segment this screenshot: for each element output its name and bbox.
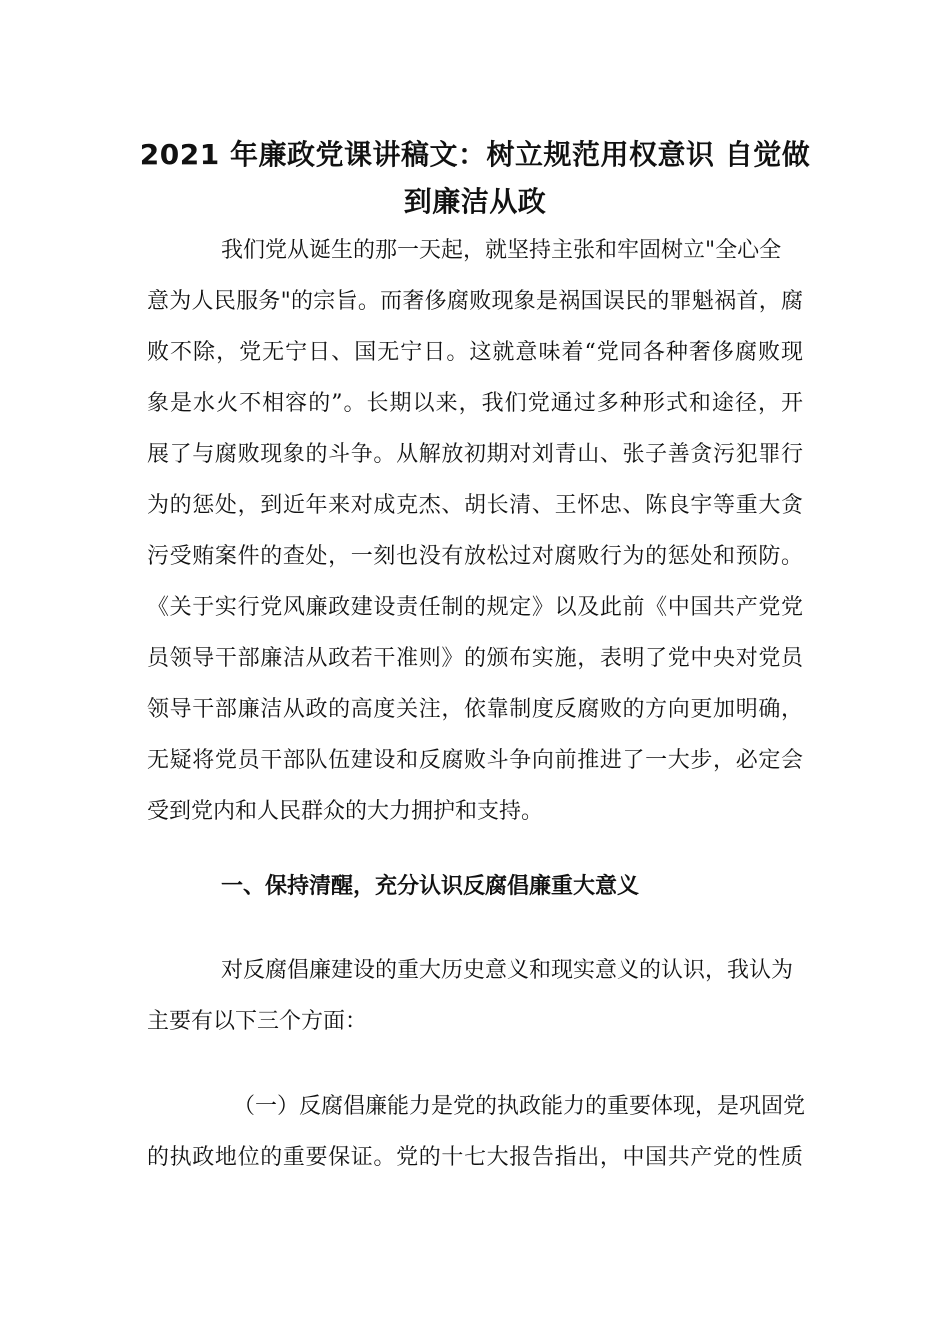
- section-1-heading: 一、保持清醒，充分认识反腐倡廉重大意义: [221, 874, 640, 899]
- intro-paragraph-line: 我们党从诞生的那一天起，就坚持主张和牢固树立"全心全: [221, 238, 782, 263]
- intro-paragraph-line: 领导干部廉洁从政的高度关注，依靠制度反腐败的方向更加明确，: [147, 697, 803, 722]
- intro-paragraph-line: 展了与腐败现象的斗争。从解放初期对刘青山、张子善贪污犯罪行: [147, 442, 803, 467]
- point-1-paragraph-line: 的执政地位的重要保证。党的十七大报告指出，中国共产党的性质: [147, 1145, 803, 1170]
- intro-paragraph-line: 受到党内和人民群众的大力拥护和支持。: [147, 799, 544, 824]
- intro-paragraph-line: 污受贿案件的查处，一刻也没有放松过对腐败行为的惩处和预防。: [147, 544, 803, 569]
- section-1-paragraph-line: 对反腐倡廉建设的重大历史意义和现实意义的认识，我认为: [221, 958, 794, 983]
- section-1-paragraph-line: 主要有以下三个方面：: [147, 1009, 368, 1034]
- intro-paragraph-line: 意为人民服务"的宗旨。而奢侈腐败现象是祸国误民的罪魁祸首，腐: [147, 289, 803, 314]
- intro-paragraph-line: 象是水火不相容的”。长期以来，我们党通过多种形式和途径，开: [147, 391, 803, 416]
- document-title-line-1: 2021 年廉政党课讲稿文：树立规范用权意识 自觉做: [139, 138, 811, 171]
- point-1-paragraph-line: （一）反腐倡廉能力是党的执政能力的重要体现，是巩固党: [233, 1094, 806, 1119]
- intro-paragraph-line: 败不除，党无宁日、国无宁日。这就意味着“党同各种奢侈腐败现: [147, 340, 803, 365]
- document-title-line-2: 到廉洁从政: [403, 185, 547, 218]
- intro-paragraph-line: 无疑将党员干部队伍建设和反腐败斗争向前推进了一大步，必定会: [147, 748, 803, 773]
- intro-paragraph-line: 《关于实行党风廉政建设责任制的规定》以及此前《中国共产党党: [147, 595, 803, 620]
- intro-paragraph-line: 为的惩处，到近年来对成克杰、胡长清、王怀忠、陈良宇等重大贪: [147, 493, 803, 518]
- intro-paragraph-line: 员领导干部廉洁从政若干准则》的颁布实施，表明了党中央对党员: [147, 646, 803, 671]
